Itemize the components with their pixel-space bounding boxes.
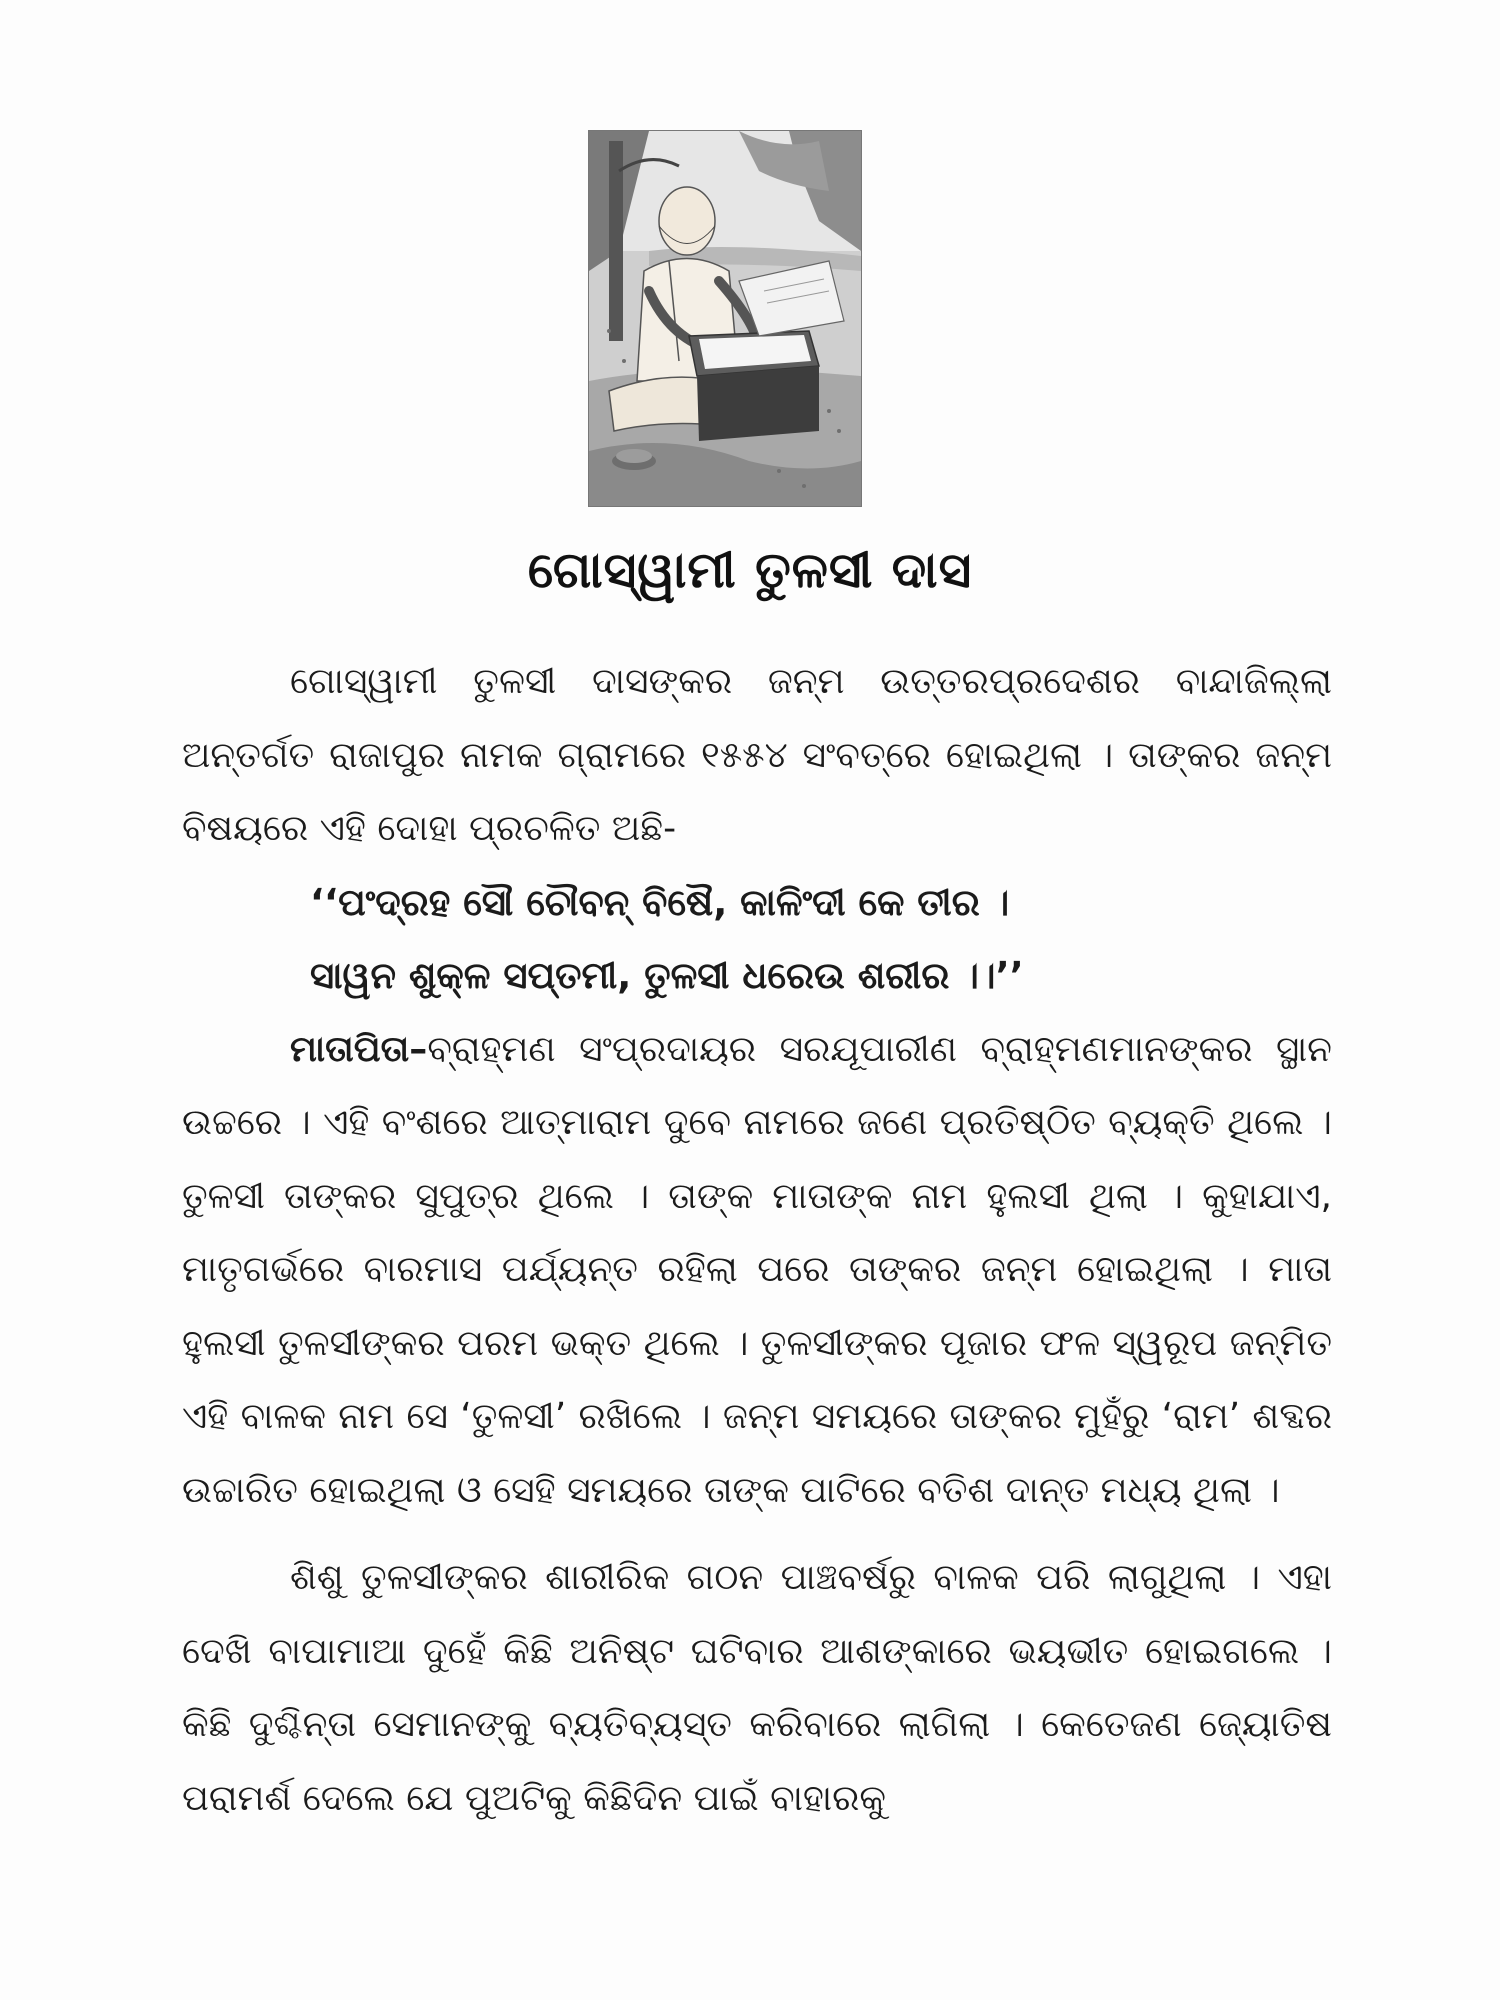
paragraph-lead-heading: ମାତାପିତା– [290,1028,428,1070]
paragraph-childhood: ଶିଶୁ ତୁଳସୀଙ୍କର ଶାରୀରିକ ଗଠନ ପାଞ୍ଚବର୍ଷରୁ ବାଳକ ପରି ଲାଗୁଥିଲା । ଏହା ଦେଖି ବାପାମାଆ ଦୁହେଁ କିଛି ଅନିଷ୍ଟ ଘଟିବାର ଆଶଙ୍କାରେ ଭୟଭୀତ ହୋଇଗଲେ । କିଛି ଦୁଶ୍ଚିନ୍ତା ସେମାନଙ୍କୁ ବ୍ୟତିବ୍ୟସ୍ତ କରିବାରେ ଲାଗିଲା । କେତେଜଣ ଜ୍ୟୋତିଷ ପରାମର୍ଶ ଦେଲେ ଯେ ପୁଅଟିକୁ କିଛିଦିନ ପାଇଁ ବାହାରକୁ [182,1557,1332,1819]
page-title: ଗୋସ୍ୱାମୀ ତୁଳସୀ ଦାସ [527,541,973,599]
paragraph-parents [182,1013,1332,1528]
verse-line-2: ସାୱନ ଶୁକ୍ଳ ସପ୍ତମୀ, ତୁଳସୀ ଧରେଉ ଶରୀର ।।’’ [310,954,1024,997]
article-body [182,645,1332,1835]
paragraph-birth: ଗୋସ୍ୱାମୀ ତୁଳସୀ ଦାସଙ୍କର ଜନ୍ମ ଉତ୍ତରପ୍ରଦେଶର ବାନ୍ଦାଜିଲ୍ଲା ଅନ୍ତର୍ଗତ ରାଜାପୁର ନାମକ ଗ୍ରାମରେ ୧୫୫୪ ସଂବତ୍‌ରେ ହୋଇଥିଲା । ତାଙ୍କର ଜନ୍ମ ବିଷୟରେ ଏହି ଦୋହା ପ୍ରଚଳିତ ଅଛି- [182,661,1332,849]
verse-line-1: ‘‘ପଂଦ୍ରହ ସୌ ଚୌବନ୍ ବିଷୈ, କାଳିଂଦୀ କେ ତୀର । [310,880,1010,924]
doha-verse [182,866,1332,1013]
portrait-illustration [588,130,862,507]
seated-saint-writing-illustration [589,131,861,506]
paragraph-parents-text: ବ୍ରାହ୍ମଣ ସଂପ୍ରଦାୟର ସରଯୂପାରୀଣ ବ୍ରାହ୍ମଣମାନଙ୍କର ସ୍ଥାନ ଉଚ୍ଚରେ । ଏହି ବଂଶରେ ଆତ୍ମାରାମ ଦୁବେ ନାମରେ ଜଣେ ପ୍ରତିଷ୍ଠିତ ବ୍ୟକ୍ତି ଥିଲେ । ତୁଳସୀ ତାଙ୍କର ସୁପୁତ୍ର ଥିଲେ । ତାଙ୍କ ମାତାଙ୍କ ନାମ ହୁଲସୀ ଥିଲା । କୁହାଯାଏ, ମାତୃଗର୍ଭରେ ବାରମାସ ପର୍ଯ୍ୟନ୍ତ ରହିଲା ପରେ ତାଙ୍କର ଜନ୍ମ ହୋଇଥିଲା । ମାତା ହୁଲସୀ ତୁଳସୀଙ୍କର ପରମ ଭକ୍ତ ଥିଲେ । ତୁଳସୀଙ୍କର ପୂଜାର ଫଳ ସ୍ୱରୂପ ଜନ୍ମିତ ଏହି ବାଳକ ନାମ ସେ ‘ତୁଳସୀ’ ରଖିଲେ । ଜନ୍ମ ସମୟରେ ତାଙ୍କର ମୁହଁରୁ ‘ରାମ’ ଶବ୍ଦର ଉଚ୍ଚାରିତ ହୋଇଥିଲା ଓ ସେହି ସମୟରେ ତାଙ୍କ ପାଟିରେ ବତିଶ ଦାନ୍ତ ମଧ୍ୟ ଥିଲା । [182,1028,1332,1511]
